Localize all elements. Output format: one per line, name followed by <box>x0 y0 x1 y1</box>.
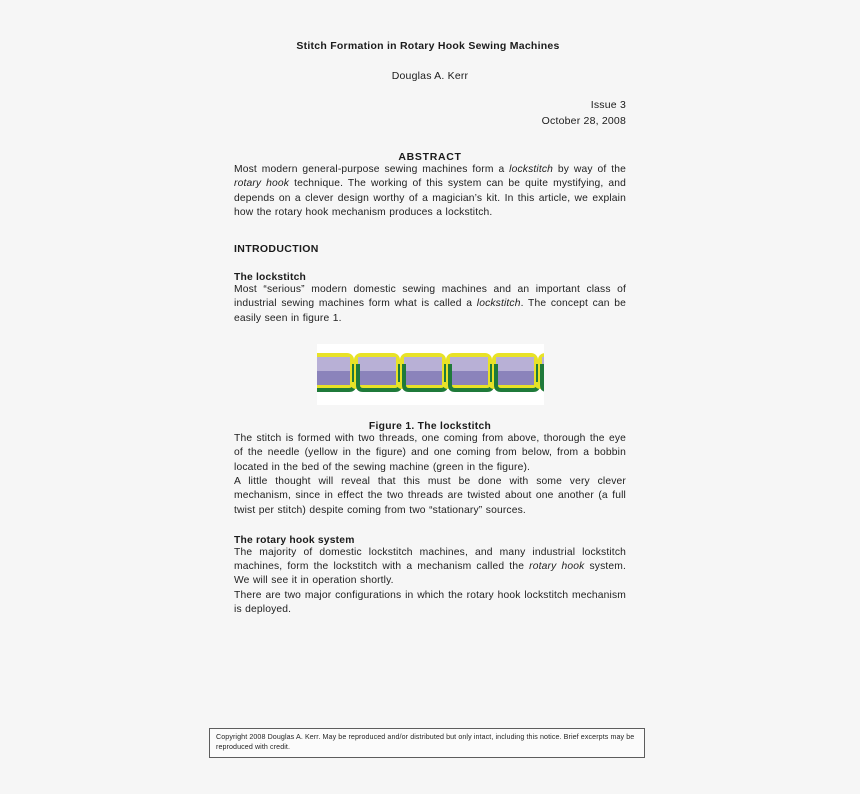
subsection-heading-rotary-hook-system: The rotary hook system <box>234 534 355 546</box>
copyright-text: Copyright 2008 Douglas A. Kerr. May be reproduced and/or distributed but only intact, including this notice. Brief excerpts may be reproduced with credit. <box>216 733 635 751</box>
abstract-paragraph <box>234 163 626 220</box>
threads-paragraph: The stitch is formed with two threads, one coming from above, thorough the eye of the needle (yellow in the figure) and one coming from below, from a bobbin located in the bed of the sewing machine (green in the figure). <box>234 433 626 473</box>
abstract-text-c: by way of the <box>553 164 626 175</box>
lockstitch-diagram <box>317 344 544 405</box>
author-name: Douglas A. Kerr <box>391 70 469 82</box>
abstract-text-e: technique. The working of this system can be quite mystifying, and depends on a clever design worthy of a magician’s kit. In this article, we explain how the rotary hook mechanism produces a lockstitch. <box>234 178 626 218</box>
issue-date: October 28, 2008 <box>541 115 626 127</box>
rotary-hook-text-a: The majority of domestic lockstitch machines, and many industrial lockstitch machines, form the lockstitch with a mechanism called the <box>234 546 626 573</box>
rotary-hook-text-c: system. We will see it in operation shortly. <box>234 561 626 587</box>
rotary-hook-paragraph <box>234 546 626 589</box>
abstract-text-a: Most modern general-purpose sewing machines form a <box>234 164 510 175</box>
subsection-heading-the-lockstitch: The lockstitch <box>234 272 307 284</box>
page-title: Stitch Formation in Rotary Hook Sewing Machines <box>296 40 560 52</box>
figure-1 <box>234 344 626 405</box>
document-content-column <box>234 0 626 617</box>
issue-number: Issue 3 <box>590 99 626 111</box>
lockstitch-text-a: Most “serious” modern domestic sewing machines and an important class of industrial sewing machines form what is called a <box>234 284 626 310</box>
abstract-term-rotary-hook: rotary hook <box>234 178 290 190</box>
figure-1-caption: Figure 1. The lockstitch <box>368 421 492 433</box>
rotary-hook-term: rotary hook <box>529 561 585 573</box>
figure-1-canvas <box>317 344 544 405</box>
configurations-paragraph: There are two major configurations in which the rotary hook lockstitch mechanism is deployed. <box>234 589 626 616</box>
issue-date-block <box>234 97 626 129</box>
lockstitch-paragraph <box>234 283 626 326</box>
section-heading-introduction: INTRODUCTION <box>234 243 319 256</box>
lockstitch-term: lockstitch <box>476 298 521 310</box>
abstract-heading: ABSTRACT <box>398 151 462 163</box>
copyright-notice-box <box>209 728 645 758</box>
abstract-term-lockstitch: lockstitch <box>509 164 554 175</box>
twist-paragraph: A little thought will reveal that this must be done with some very clever mechanism, since in effect the two threads are twisted about one another (a full twist per stitch) despite coming from two “stationary” sources. <box>234 475 626 516</box>
lockstitch-text-c: . The concept can be easily seen in figure 1. <box>234 298 626 324</box>
